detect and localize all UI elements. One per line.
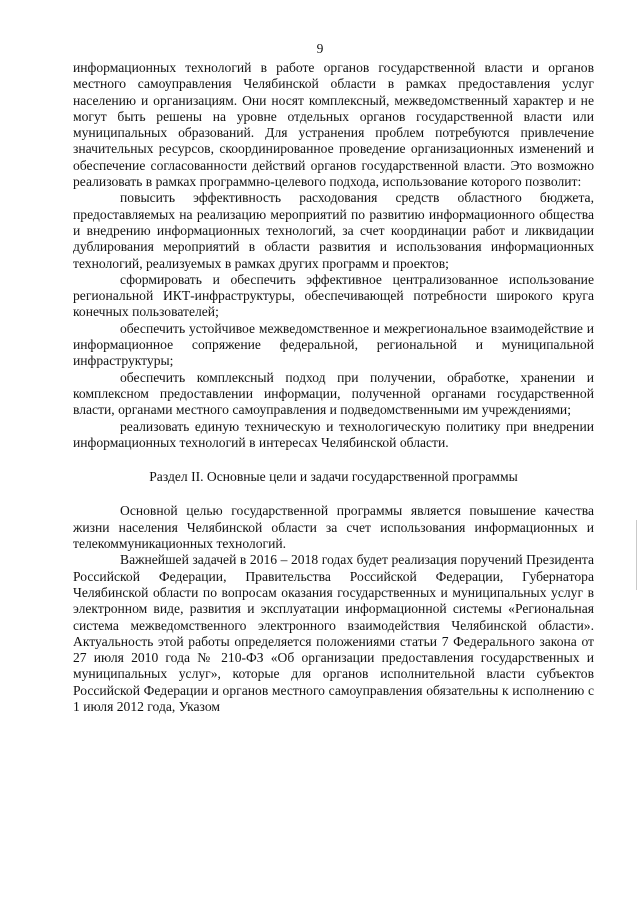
paragraph-main-goal: Основной целью государственной программы является повышение качества жизни населения Челябинской области за счет использования информационных и телекоммуникационных технологий. — [73, 503, 594, 552]
paragraph-main-task: Важнейшей задачей в 2016 – 2018 годах будет реализация поручений Президента Российской Федерации, Правительства Российской Федерации, Губернатора Челябинской области по вопросам оказания государственных и муниципальных услуг в электронном виде, развития и эксплуатации информационной системы «Региональная система межведомственного электронного взаимодействия Челябинской области». Актуальность этой работы определяется положениями статьи 7 Федерального закона от 27 июля 2010 года № 210-ФЗ «Об организации предоставления государственных и муниципальных услуг», которые для органов исполнительной власти субъектов Российской Федерации и органов местного самоуправления обязательны к исполнению с 1 июля 2012 года, Указом — [73, 552, 594, 714]
page-number: 9 — [316, 41, 324, 56]
list-item-information-processing: обеспечить комплексный подход при получении, обработке, хранении и комплексном предоставлении информации, полученной органами государственной власти, органами местного самоуправления и подведомственными им учреждениями; — [73, 369, 594, 418]
list-item-budget-efficiency: повысить эффективность расходования средств областного бюджета, предоставляемых на реализацию мероприятий по развитию информационного общества и внедрению информационных технологий, за счет координации работ и ликвидации дублирования мероприятий в области развития и использования информационных технологий, реализуемых в рамках других программ и проектов; — [73, 190, 594, 271]
document-body — [73, 60, 594, 715]
list-item-ict-infrastructure: сформировать и обеспечить эффективное централизованное использование региональной ИКТ-инфраструктуры, обеспечивающей потребности широкого круга конечных пользователей; — [73, 271, 594, 320]
section-heading: Раздел II. Основные цели и задачи государственной программы — [149, 469, 518, 485]
paragraph-intro-continuation: информационных технологий в работе органов государственной власти и органов местного самоуправления Челябинской области в рамках предоставления услуг населению и организациям. Они носят комплексный, межведомственный характер и не могут быть решены на уровне отдельных органов государственной власти или муниципальных образований. Для устранения проблем потребуются привлечение значительных ресурсов, скоординированное проведение организационных изменений и обеспечение согласованности действий органов государственной власти. Это возможно реализовать в рамках программно-целевого подхода, использование которого позволит: — [73, 60, 594, 190]
list-item-unified-policy: реализовать единую техническую и технологическую политику при внедрении информационных технологий в интересах Челябинской области. — [73, 418, 594, 450]
list-item-interagency-interaction: обеспечить устойчивое межведомственное и межрегиональное взаимодействие и информационное сопряжение федеральной, региональной и муниципальной инфраструктуры; — [73, 320, 594, 369]
scan-edge-mark — [636, 520, 637, 590]
